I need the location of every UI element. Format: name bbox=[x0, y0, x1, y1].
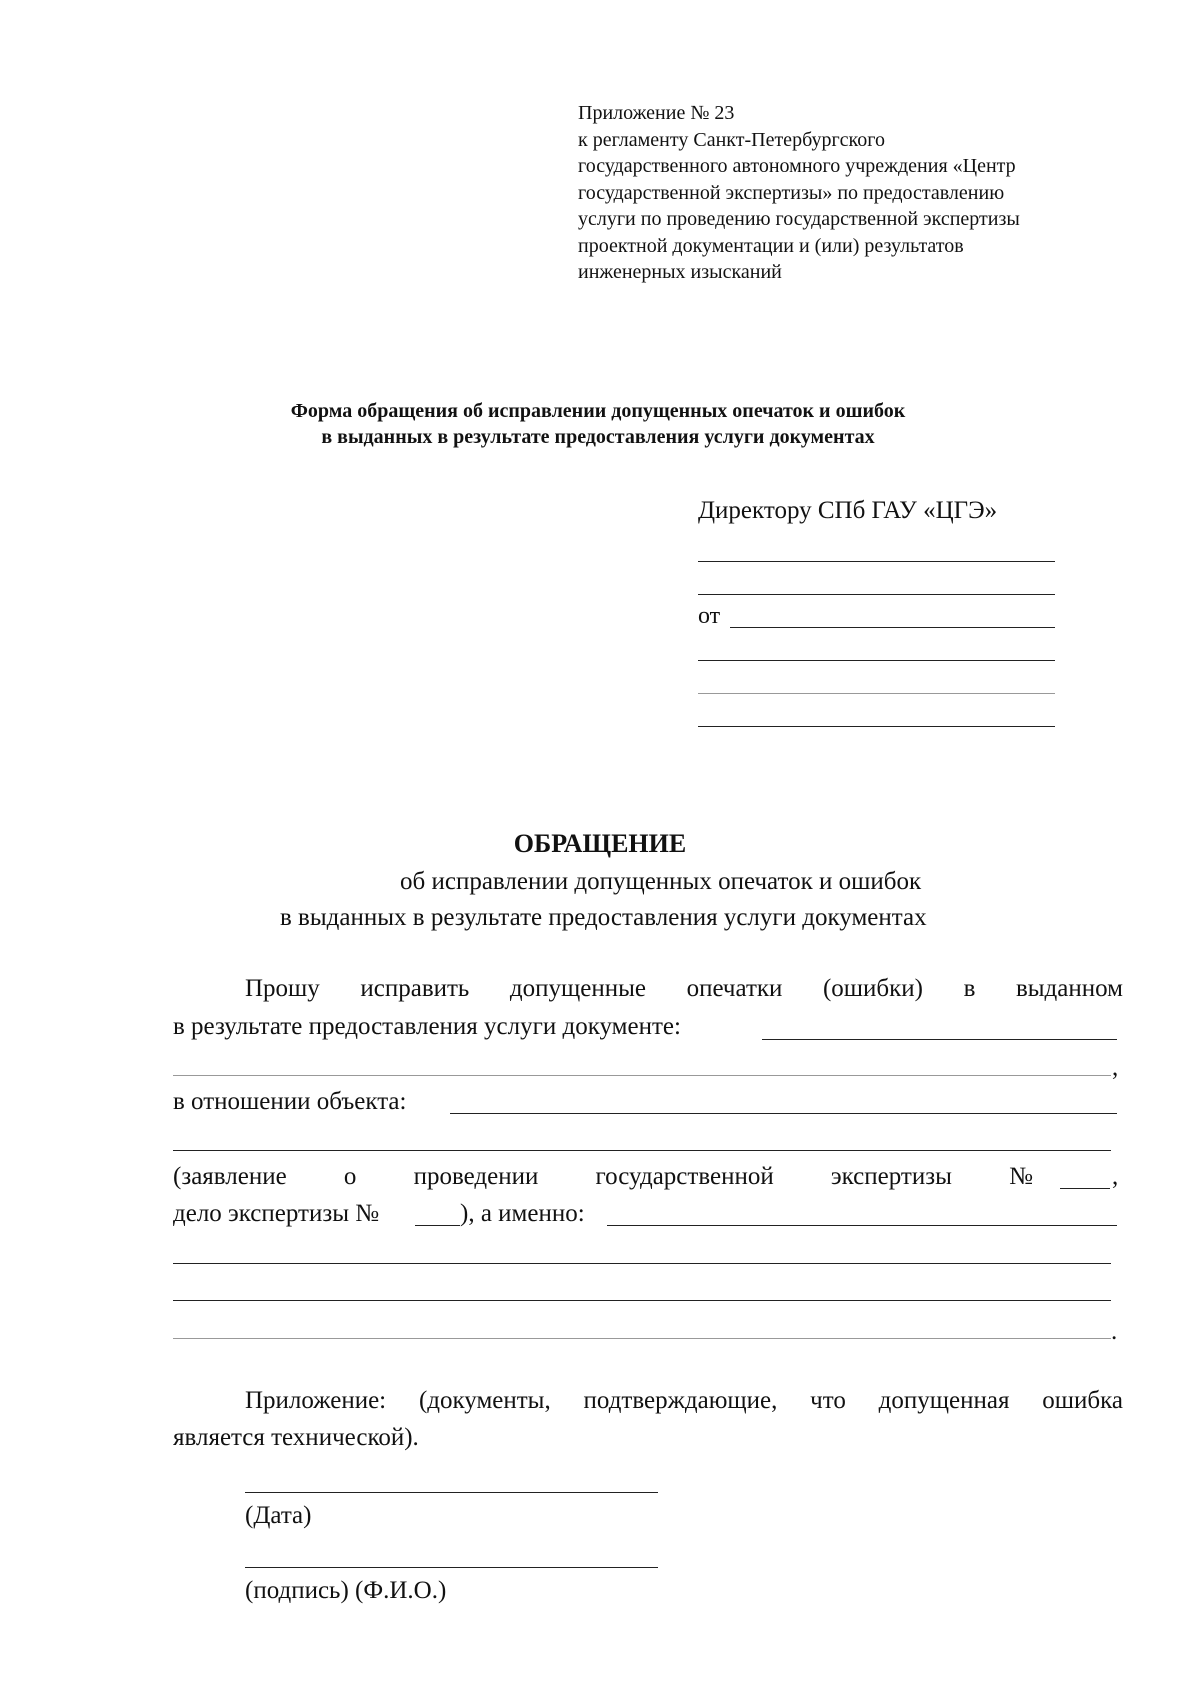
addressee-director: Директору СПб ГАУ «ЦГЭ» bbox=[698, 497, 998, 524]
form-title-line-1: Форма обращения об исправлении допущенных опечаток и ошибок bbox=[290, 400, 906, 422]
details-field-line bbox=[607, 1225, 1117, 1226]
word: (заявление bbox=[173, 1163, 287, 1190]
statement-number-line bbox=[1060, 1188, 1110, 1189]
object-field-line bbox=[450, 1113, 1117, 1114]
object-field-line-2 bbox=[173, 1150, 1111, 1151]
date-line bbox=[245, 1492, 658, 1493]
appendix-line: инженерных изысканий bbox=[578, 261, 782, 283]
addressee-line-3 bbox=[698, 660, 1055, 661]
comma: , bbox=[1112, 1054, 1119, 1081]
addressee-line-1 bbox=[698, 561, 1055, 562]
word: ошибка bbox=[1042, 1387, 1123, 1414]
details-line-1 bbox=[173, 1263, 1111, 1264]
appendix-line: услуги по проведению государственной экспертизы bbox=[578, 208, 1020, 230]
word: о bbox=[343, 1163, 357, 1190]
appeal-subtitle-line-2: в выданных в результате предоставления услуги документах bbox=[280, 904, 927, 931]
statement-comma: , bbox=[1112, 1163, 1119, 1190]
word: в bbox=[963, 975, 976, 1002]
attachment-line-2: является технической). bbox=[173, 1424, 419, 1451]
request-line-2: в результате предоставления услуги документе: bbox=[173, 1013, 681, 1040]
details-line-2 bbox=[173, 1300, 1111, 1301]
appendix-line: проектной документации и (или) результатов bbox=[578, 234, 964, 257]
signature-label: (подпись) (Ф.И.О.) bbox=[245, 1577, 447, 1604]
object-label: в отношении объекта: bbox=[173, 1088, 407, 1115]
signature-line bbox=[245, 1567, 658, 1568]
word: экспертизы bbox=[830, 1163, 952, 1190]
form-title-line-2: в выданных в результате предоставления услуги документах bbox=[321, 426, 875, 448]
word: выданном bbox=[1015, 975, 1123, 1002]
word: (документы, bbox=[418, 1387, 551, 1414]
appendix-line: Приложение № 23 bbox=[578, 102, 735, 124]
appeal-subtitle-line-1: об исправлении допущенных опечаток и ошибок bbox=[400, 868, 922, 895]
period: . bbox=[1111, 1318, 1118, 1345]
date-label: (Дата) bbox=[245, 1502, 312, 1529]
attachment-line-1 bbox=[245, 1385, 1123, 1417]
word: допущенные bbox=[509, 975, 647, 1002]
from-label: от bbox=[698, 603, 721, 629]
case-label: дело экспертизы № bbox=[173, 1200, 380, 1227]
word: (ошибки) bbox=[822, 975, 923, 1002]
appendix-line: государственной экспертизы» по предоставлению bbox=[578, 181, 1005, 204]
word: исправить bbox=[360, 975, 470, 1002]
form-title bbox=[0, 398, 1200, 450]
details-line-3 bbox=[173, 1338, 1111, 1339]
from-field-line bbox=[730, 627, 1055, 628]
word: № bbox=[1009, 1163, 1033, 1190]
word: проведении bbox=[413, 1163, 539, 1190]
word: что bbox=[810, 1387, 846, 1414]
word: допущенная bbox=[878, 1387, 1010, 1414]
appendix-line: к регламенту Санкт-Петербургского bbox=[578, 128, 885, 151]
request-line-1 bbox=[245, 973, 1123, 1005]
addressee-line-4 bbox=[698, 693, 1055, 694]
addressee-line-2 bbox=[698, 594, 1055, 595]
document-field-line bbox=[762, 1039, 1117, 1040]
word: Приложение: bbox=[245, 1387, 387, 1414]
word: государственной bbox=[595, 1163, 774, 1190]
appendix-line: государственного автономного учреждения «Центр bbox=[578, 155, 1016, 177]
case-suffix: ), а именно: bbox=[460, 1200, 585, 1227]
word: Прошу bbox=[245, 975, 320, 1002]
appeal-title: ОБРАЩЕНИЕ bbox=[513, 829, 687, 858]
statement-line bbox=[173, 1161, 1033, 1193]
document-field-line-2 bbox=[173, 1075, 1111, 1076]
word: опечатки bbox=[686, 975, 783, 1002]
case-number-line bbox=[415, 1225, 460, 1226]
word: подтверждающие, bbox=[583, 1387, 778, 1414]
appendix-block bbox=[578, 100, 1138, 286]
addressee-line-5 bbox=[698, 726, 1055, 727]
